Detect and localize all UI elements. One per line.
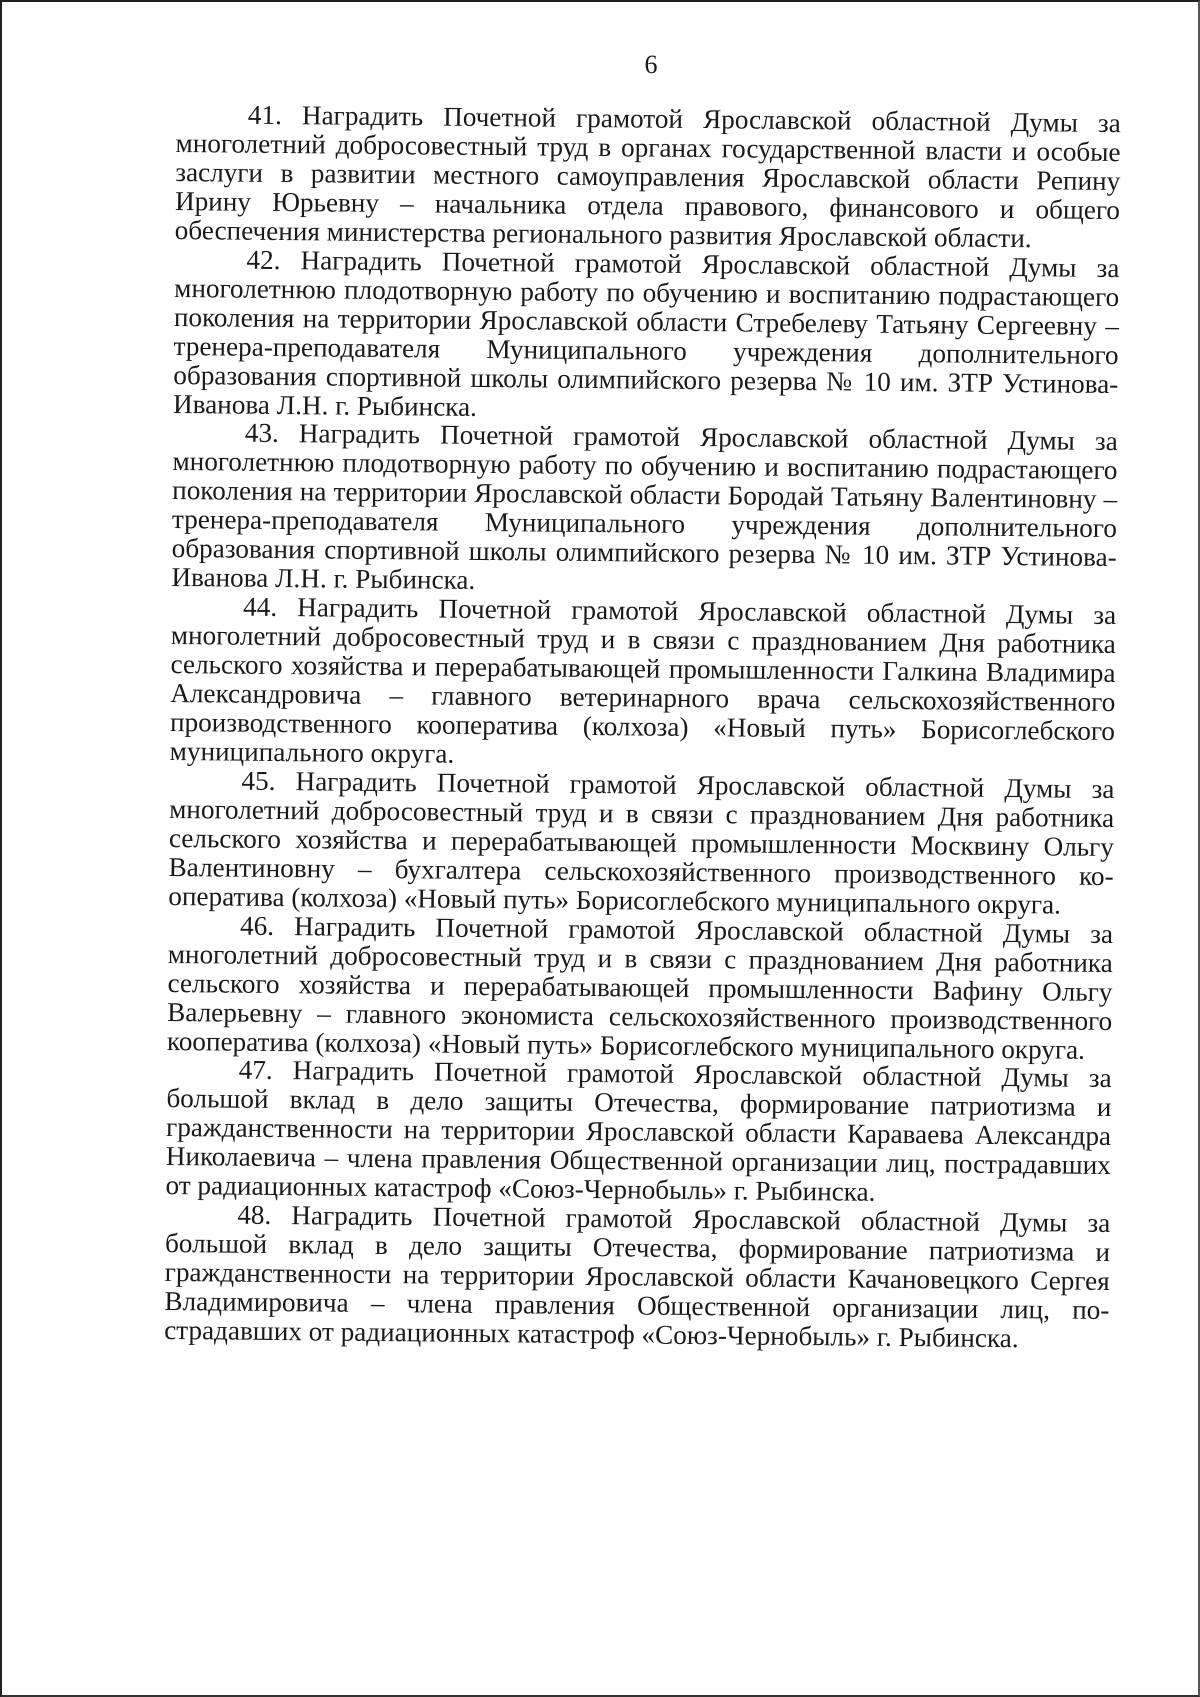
paragraph-44: 44. Наградить Почетной грамотой Ярославской областной Думы за многолетний добросовестный труд и в связи с празднованием Дня работника сельского хозяйства и перерабатывающей промышленности Галкина Владимира Александровича – главного ветеринарного врача сельскохозяйственного производственного кооператива (колхоза) «Новый путь» Борисоглебского муниципального округа. [169,591,1117,769]
page-number: 6 [644,50,658,79]
paragraph-45: 45. Наградить Почетной грамотой Ярославской областной Думы за многолетний добросовестный труд и в связи с празднованием Дня работника сельского хозяйства и перерабатывающей промышленности Москвину Ольгу Валентиновну – бухгалтера сельскохозяйственного производственного кооператива (колхоза) «Новый путь» Борисоглебского муниципального округа. [168,765,1115,920]
paragraph-48: 48. Наградить Почетной грамотой Ярославской областной Думы за большой вклад в дело защиты Отечества, формирование патриотизма и гражданственности на территории Ярославской области Качановецкого Сергея Владимировича – члена правления Общественной организации лиц, пострадавших от радиационных катастроф «Союз-Чернобыль» г. Рыбинска. [164,1199,1111,1354]
paragraph-43: 43. Наградить Почетной грамотой Ярославской областной Думы за многолетнюю плодотворную работу по обучению и воспитанию подрастающего поколения на территории Ярославской области Бородай Татьяну Валентиновну – тренера-преподавателя Муниципального учреждения дополнительного образования спортивной школы олимпийского резерва № 10 им. ЗТР Устинова-Иванова Л.Н. г. Рыбинска. [171,418,1118,596]
paragraph-47: 47. Наградить Почетной грамотой Ярославской областной Думы за большой вклад в дело защиты Отечества, формирование патриотизма и гражданственности на территории Ярославской области Караваева Александра Николаевича – члена правления Общественной организации лиц, пострадавших от радиационных катастроф «Союз-Чернобыль» г. Рыбинска. [165,1055,1112,1208]
paragraph-46: 46. Наградить Почетной грамотой Ярославской областной Думы за многолетний добросовестный труд и в связи с празднованием Дня работника сельского хозяйства и перерабатывающей промышленности Вафину Ольгу Валерьевну – главного экономиста сельскохозяйственного производственного кооператива (колхоза) «Новый путь» Борисоглебского муниципального округа. [166,910,1114,1065]
paragraph-42: 42. Наградить Почетной грамотой Ярославской областной Думы за многолетнюю плодотворную работу по обучению и воспитанию подрастающего поколения на территории Ярославской области Стребелеву Татьяну Сергеевну – тренера-преподавателя Муниципального учреждения дополнительного образования спортивной школы олимпийского резерва № 10 им. ЗТР Устинова-Иванова Л.Н. г. Рыбинска. [172,244,1120,422]
paragraph-41: 41. Наградить Почетной грамотой Ярославской областной Думы за многолетний добросовестный труд в органах государственной власти и особые заслуги в развитии местного самоуправления Ярославской области Репину Ирину Юрьевну – начальника отдела правового, финансового и общего обеспечения министерства регионального развития Ярославской области. [174,99,1121,254]
document-body [164,100,1121,1354]
